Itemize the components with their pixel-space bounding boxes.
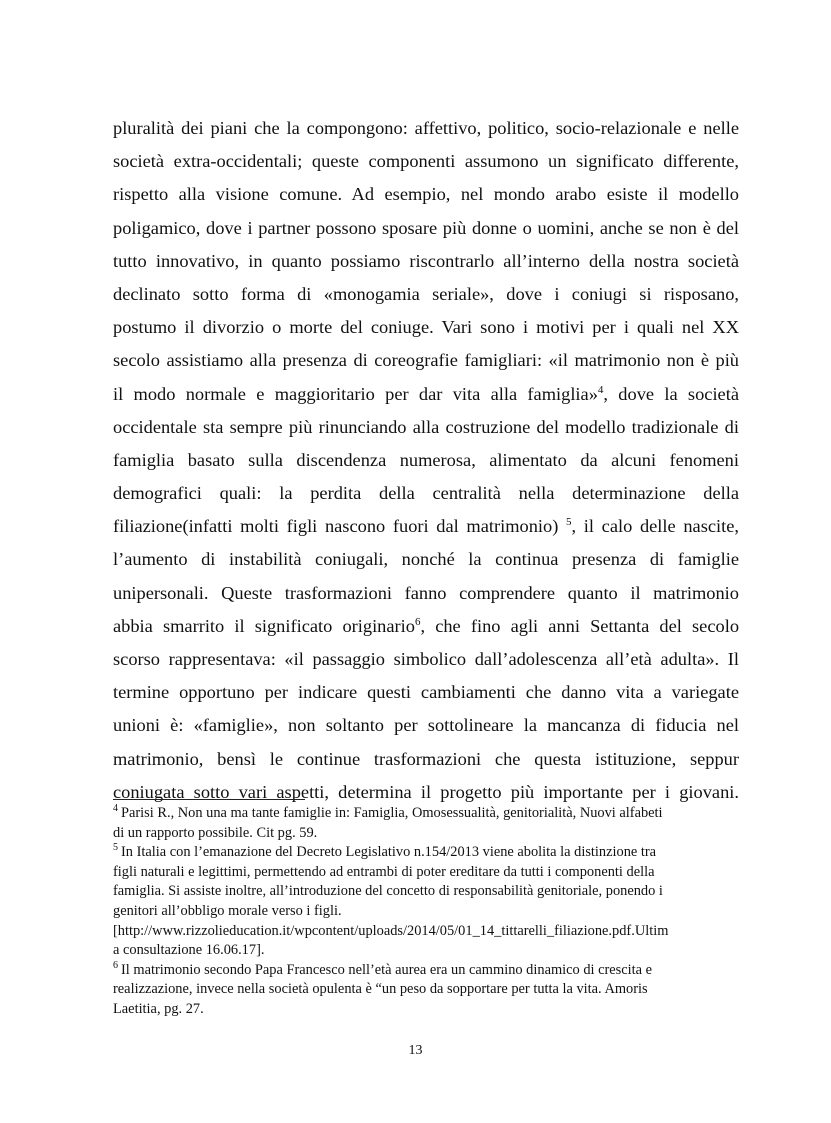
footnote-6-line-1	[113, 961, 739, 981]
footnote-ref-5[interactable]: 5	[566, 516, 572, 529]
body-line-13-tail: , il calo delle nascite,	[571, 516, 739, 537]
footnote-5-line-4: genitori all’obbligo morale verso i figli.	[113, 902, 342, 919]
footnotes-section	[113, 804, 739, 1020]
footnote-5-link[interactable]: [http://www.rizzolieducation.it/wpcontent/uploads/2014/05/01_14_tittarelli_filiazione.pdf.Ultim	[113, 922, 669, 939]
body-line-12: demografici quali: la perdita della centralità nella determinazione della	[113, 483, 739, 504]
body-line-2: società extra-occidentali; queste componenti assumono un significato differente,	[113, 151, 739, 172]
body-line-9-text: il modo normale e maggioritario per dar vita alla famiglia»	[113, 383, 598, 404]
footnote-5-line-3: famiglia. Si assiste inoltre, all’introduzione del concetto di responsabilità genitoriale, ponendo i	[113, 883, 663, 900]
body-line-16	[113, 610, 739, 643]
page-number: 13	[408, 1043, 423, 1058]
footnote-5-number: 5	[113, 843, 118, 854]
body-line-7: postumo il divorzio o morte del coniuge. Vari sono i motivi per i quali nel XX	[113, 317, 739, 338]
body-line-1: pluralità dei piani che la compongono: affettivo, politico, socio-relazionale e nelle	[113, 118, 739, 138]
footnote-4-number: 4	[113, 804, 118, 815]
body-line-13	[113, 510, 739, 543]
body-line-19: unioni è: «famiglie», non soltanto per sottolineare la mancanza di fiducia nel	[113, 715, 739, 736]
body-line-9-tail: , dove la società	[603, 383, 739, 404]
footnote-5-line-6: a consultazione 16.06.17].	[113, 942, 265, 959]
body-paragraph	[113, 112, 739, 809]
body-line-10: occidentale sta sempre più rinunciando alla costruzione del modello tradizionale di	[113, 416, 739, 437]
body-line-20: matrimonio, bensì le continue trasformazioni che questa istituzione, seppur	[113, 748, 739, 769]
body-line-6: declinato sotto forma di «monogamia seriale», dove i coniugi si risposano,	[113, 283, 739, 304]
body-line-4: poligamico, dove i partner possono sposare più donne o uomini, anche se non è del	[113, 217, 739, 238]
body-line-16-tail: , che fino agli anni Settanta del secolo	[420, 615, 739, 636]
footnote-ref-4[interactable]: 4	[597, 383, 604, 396]
body-line-16-text: abbia smarrito il significato originario	[113, 615, 415, 636]
body-line-3: rispetto alla visione comune. Ad esempio, nel mondo arabo esiste il modello	[113, 184, 739, 205]
body-line-17: scorso rappresentava: «il passaggio simbolico dall’adolescenza all’età adulta». Il	[113, 649, 739, 669]
footnote-ref-6[interactable]: 6	[414, 615, 421, 628]
footnote-5-line-1	[113, 843, 739, 863]
body-line-8: secolo assistiamo alla presenza di coreografie famigliari: «il matrimonio non è più	[113, 350, 739, 371]
footnote-5-line-2: figli naturali e legittimi, permettendo ad entrambi di poter ereditare da tutti i componenti della	[113, 863, 655, 880]
footnote-6-number: 6	[113, 960, 118, 971]
body-line-5: tutto innovativo, in quanto possiamo riscontrarlo all’interno della nostra società	[113, 250, 739, 271]
body-line-14: l’aumento di instabilità coniugali, nonché la continua presenza di famiglie	[113, 549, 739, 570]
body-line-21: coniugata sotto vari aspetti, determina il progetto più importante per i giovani.	[113, 781, 739, 802]
footnote-6-text-1: Il matrimonio secondo Papa Francesco nell’età aurea era un cammino dinamico di crescita e	[121, 961, 653, 978]
footnote-4-line-1	[113, 804, 739, 824]
footnote-6-line-3: Laetitia, pg. 27.	[113, 1000, 204, 1017]
footnote-separator	[113, 799, 305, 800]
footnote-4-text-1: Parisi R., Non una ma tante famiglie in: Famiglia, Omosessualità, genitorialità, Nuovi alfabeti	[121, 805, 663, 821]
body-line-15: unipersonali. Queste trasformazioni fanno comprendere quanto il matrimonio	[113, 582, 739, 603]
body-line-13-text: filiazione(infatti molti figli nascono fuori dal matrimonio)	[113, 516, 567, 537]
body-line-18: termine opportuno per indicare questi cambiamenti che danno vita a variegate	[113, 682, 739, 703]
body-line-11: famiglia basato sulla discendenza numerosa, alimentato da alcuni fenomeni	[113, 449, 739, 470]
footnote-6-line-2: realizzazione, invece nella società opulenta è “un peso da sopportare per tutta la vita. Amoris	[113, 981, 648, 998]
body-line-9	[113, 378, 739, 411]
footnote-4-line-2: di un rapporto possibile. Cit pg. 59.	[113, 824, 318, 841]
footnote-5-text-1: In Italia con l’emanazione del Decreto Legislativo n.154/2013 viene abolita la distinzione tra	[121, 844, 657, 861]
